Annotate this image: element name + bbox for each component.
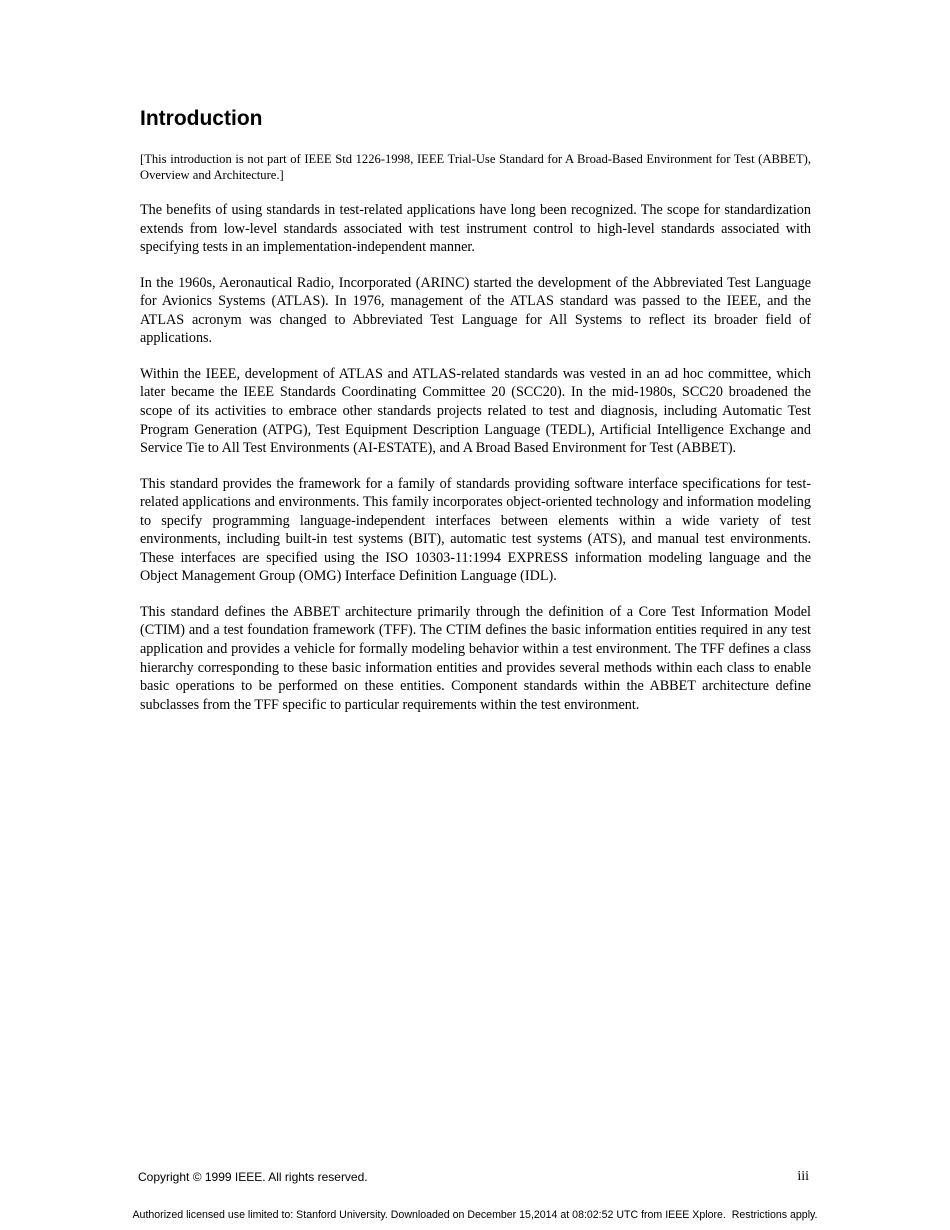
paragraph-4: This standard provides the framework for a family of standards providing software interface specifications for test-related applications and environments. This family incorporates object-oriented technology and information modeling to specify programming language-independent interfaces between elements within a wide variety of test environments, including built-in test systems (BIT), automatic test systems (ATS), and manual test environments. These interfaces are specified using the ISO 10303-11:1994 EXPRESS information modeling language and the Object Management Group (OMG) Interface Definition Language (IDL). xyxy=(140,475,811,585)
paragraph-2: In the 1960s, Aeronautical Radio, Incorporated (ARINC) started the development of the Abbreviated Test Language for Avionics Systems (ATLAS). In 1976, management of the ATLAS standard was passed to the IEEE, and the ATLAS acronym was changed to Abbreviated Test Language for All Systems to reflect its broader field of applications. xyxy=(140,274,811,347)
footer-copyright: Copyright © 1999 IEEE. All rights reserved. xyxy=(138,1170,368,1184)
page-number: iii xyxy=(797,1169,809,1184)
paragraph-3: Within the IEEE, development of ATLAS and ATLAS-related standards was vested in an ad hoc committee, which later became the IEEE Standards Coordinating Committee 20 (SCC20). In the mid-1980s, SCC20 broadened the scope of its activities to embrace other standards projects related to test and diagnosis, including Automatic Test Program Generation (ATPG), Test Equipment Description Language (TEDL), Artificial Intelligence Exchange and Service Tie to All Test Environments (AI-ESTATE), and A Broad Based Environment for Test (ABBET). xyxy=(140,365,811,457)
introduction-note: [This introduction is not part of IEEE Std 1226-1998, IEEE Trial-Use Standard for A Broad-Based Environment for Test (ABBET), Overview and Architecture.] xyxy=(140,152,811,182)
paragraph-5: This standard defines the ABBET architecture primarily through the definition of a Core Test Information Model (CTIM) and a test foundation framework (TFF). The CTIM defines the basic information entities required in any test application and provides a vehicle for formally modeling behavior within a test environment. The TFF defines a class hierarchy corresponding to these basic information entities and provides several methods within each class to enable basic operations to be performed on these entities. Component standards within the ABBET architecture define subclasses from the TFF specific to particular requirements within the test environment. xyxy=(140,603,811,713)
section-heading: Introduction xyxy=(140,107,263,130)
license-notice: Authorized licensed use limited to: Stanford University. Downloaded on December 15,2014 at 08:02:52 UTC from IEEE Xplore. Restrictions apply. xyxy=(132,1209,818,1221)
body-text xyxy=(140,201,811,731)
paragraph-1: The benefits of using standards in test-related applications have long been recognized. The scope for standardization extends from low-level standards associated with test instrument control to high-level standards associated with specifying tests in an implementation-independent manner. xyxy=(140,202,811,256)
